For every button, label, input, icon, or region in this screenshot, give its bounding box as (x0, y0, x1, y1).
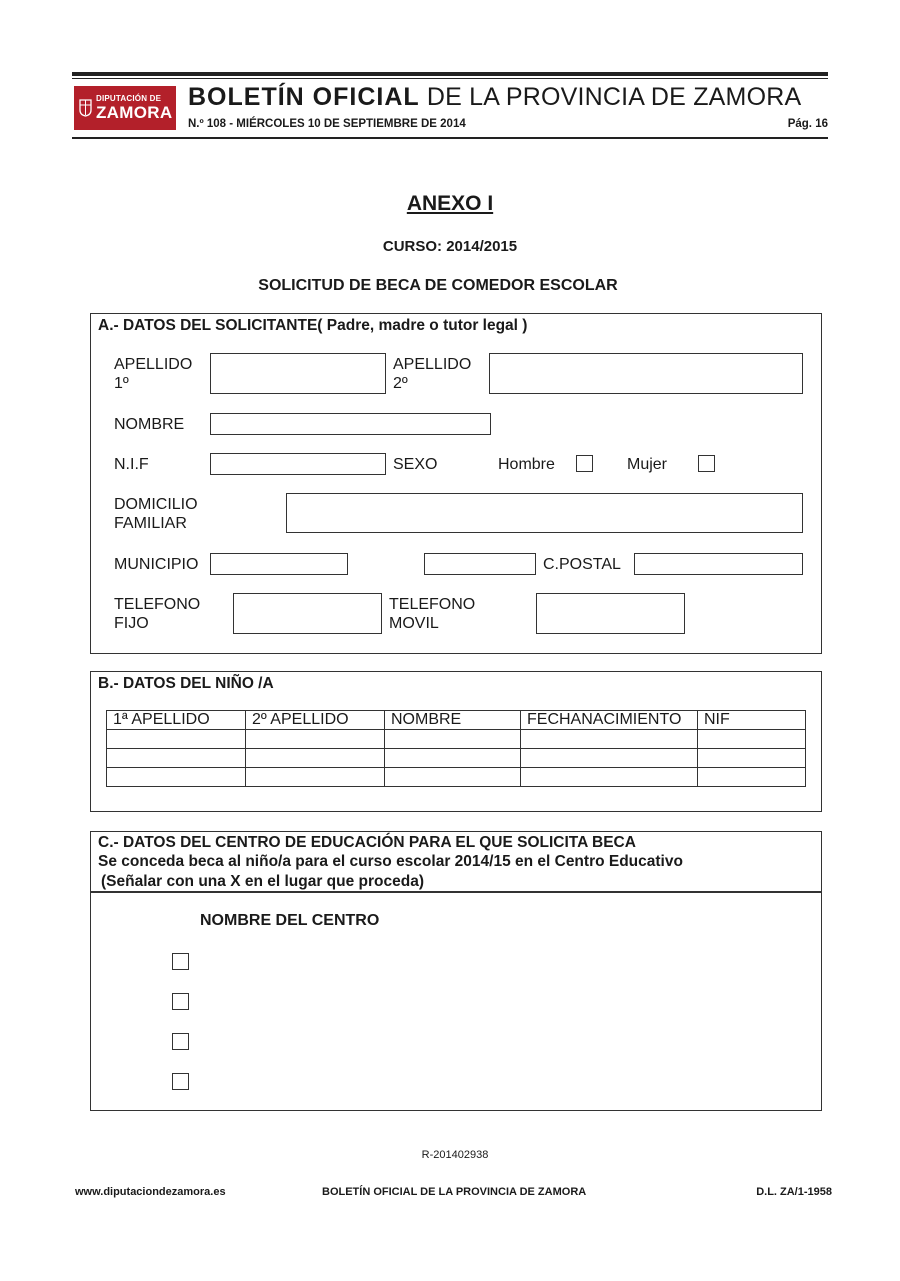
page-number: Pág. 16 (787, 118, 828, 130)
table-cell[interactable] (107, 749, 246, 768)
logo-line1: DIPUTACIÓN DE (96, 94, 162, 103)
table-cell[interactable] (385, 730, 521, 749)
nombre-input[interactable] (210, 413, 491, 435)
children-table (106, 710, 806, 787)
section-c-divider (90, 891, 822, 893)
curso-line: CURSO: 2014/2015 (382, 238, 518, 255)
domicilio-input[interactable] (286, 493, 803, 533)
table-cell[interactable] (521, 730, 698, 749)
col-nif: NIF (698, 711, 806, 730)
table-cell[interactable] (107, 730, 246, 749)
mujer-checkbox[interactable] (698, 455, 715, 472)
col-apellido1: 1ª APELLIDO (107, 711, 246, 730)
cpostal-label: C.POSTAL (543, 556, 621, 573)
municipio-input[interactable] (210, 553, 348, 575)
table-row (107, 749, 806, 768)
table-header-row (107, 711, 806, 730)
telefono-movil-label: TELEFONO MOVIL (389, 596, 476, 632)
table-cell[interactable] (521, 768, 698, 787)
telefono-fijo-input[interactable] (233, 593, 382, 634)
municipio-label: MUNICIPIO (114, 556, 199, 573)
mujer-label: Mujer (627, 456, 668, 473)
centro-checkbox-1[interactable] (172, 953, 189, 970)
footer-website[interactable]: www.diputaciondezamora.es (75, 1186, 226, 1198)
table-cell[interactable] (385, 749, 521, 768)
centro-checkbox-4[interactable] (172, 1073, 189, 1090)
col-apellido2: 2º APELLIDO (246, 711, 385, 730)
domicilio-label: DOMICILIO FAMILIAR (114, 496, 198, 532)
solicitud-title: SOLICITUD DE BECA DE COMEDOR ESCOLAR (258, 277, 618, 294)
table-row (107, 768, 806, 787)
section-b-title: B.- DATOS DEL NIÑO /A (98, 675, 274, 692)
section-c-instructions: (Señalar con una X en el lugar que proceda) (101, 873, 424, 890)
section-a-title: A.- DATOS DEL SOLICITANTE( Padre, madre o tutor legal ) (98, 317, 528, 334)
nif-input[interactable] (210, 453, 386, 475)
section-c-subtitle: Se conceda beca al niño/a para el curso escolar 2014/15 en el Centro Educativo (98, 853, 683, 870)
col-fecha-nacimiento: FECHANACIMIENTO (521, 711, 698, 730)
table-cell[interactable] (246, 768, 385, 787)
header-rule-top-thin (72, 78, 828, 79)
section-c-title: C.- DATOS DEL CENTRO DE EDUCACIÓN PARA EL QUE SOLICITA BECA (98, 834, 636, 851)
table-cell[interactable] (246, 730, 385, 749)
footer-bulletin-name: BOLETÍN OFICIAL DE LA PROVINCIA DE ZAMORA (322, 1186, 587, 1198)
sexo-label: SEXO (393, 456, 438, 473)
header-rule-top (72, 72, 828, 76)
telefono-movil-input[interactable] (536, 593, 685, 634)
footer-legal-deposit: D.L. ZA/1-1958 (756, 1186, 832, 1198)
hombre-checkbox[interactable] (576, 455, 593, 472)
apellido1-input[interactable] (210, 353, 386, 394)
bulletin-title-rest: DE LA PROVINCIA DE ZAMORA (426, 83, 802, 111)
municipio-extra-input[interactable] (424, 553, 536, 575)
table-cell[interactable] (385, 768, 521, 787)
crest-icon (79, 99, 92, 117)
bulletin-title (188, 83, 801, 112)
table-row (107, 730, 806, 749)
cpostal-input[interactable] (634, 553, 803, 575)
apellido2-input[interactable] (489, 353, 803, 394)
bulletin-title-bold: BOLETÍN OFICIAL (188, 83, 420, 111)
header-rule-bottom (72, 137, 828, 139)
table-cell[interactable] (521, 749, 698, 768)
table-cell[interactable] (698, 768, 806, 787)
apellido1-label: APELLIDO 1º (114, 356, 193, 392)
table-cell[interactable] (107, 768, 246, 787)
table-cell[interactable] (698, 749, 806, 768)
col-nombre: NOMBRE (385, 711, 521, 730)
nombre-centro-label: NOMBRE DEL CENTRO (200, 912, 380, 929)
anexo-title: ANEXO I (406, 192, 494, 215)
nombre-label: NOMBRE (114, 416, 185, 433)
nif-label: N.I.F (114, 456, 149, 473)
reference-number: R-201402938 (421, 1149, 489, 1161)
table-cell[interactable] (698, 730, 806, 749)
issue-line: N.º 108 - MIÉRCOLES 10 DE SEPTIEMBRE DE 2014 (188, 118, 466, 130)
centro-checkbox-2[interactable] (172, 993, 189, 1010)
telefono-fijo-label: TELEFONO FIJO (114, 596, 201, 632)
table-cell[interactable] (246, 749, 385, 768)
hombre-label: Hombre (498, 456, 555, 473)
centro-checkbox-3[interactable] (172, 1033, 189, 1050)
logo-line2: ZAMORA (96, 103, 173, 122)
apellido2-label: APELLIDO 2º (393, 356, 472, 392)
diputacion-logo (74, 86, 176, 130)
